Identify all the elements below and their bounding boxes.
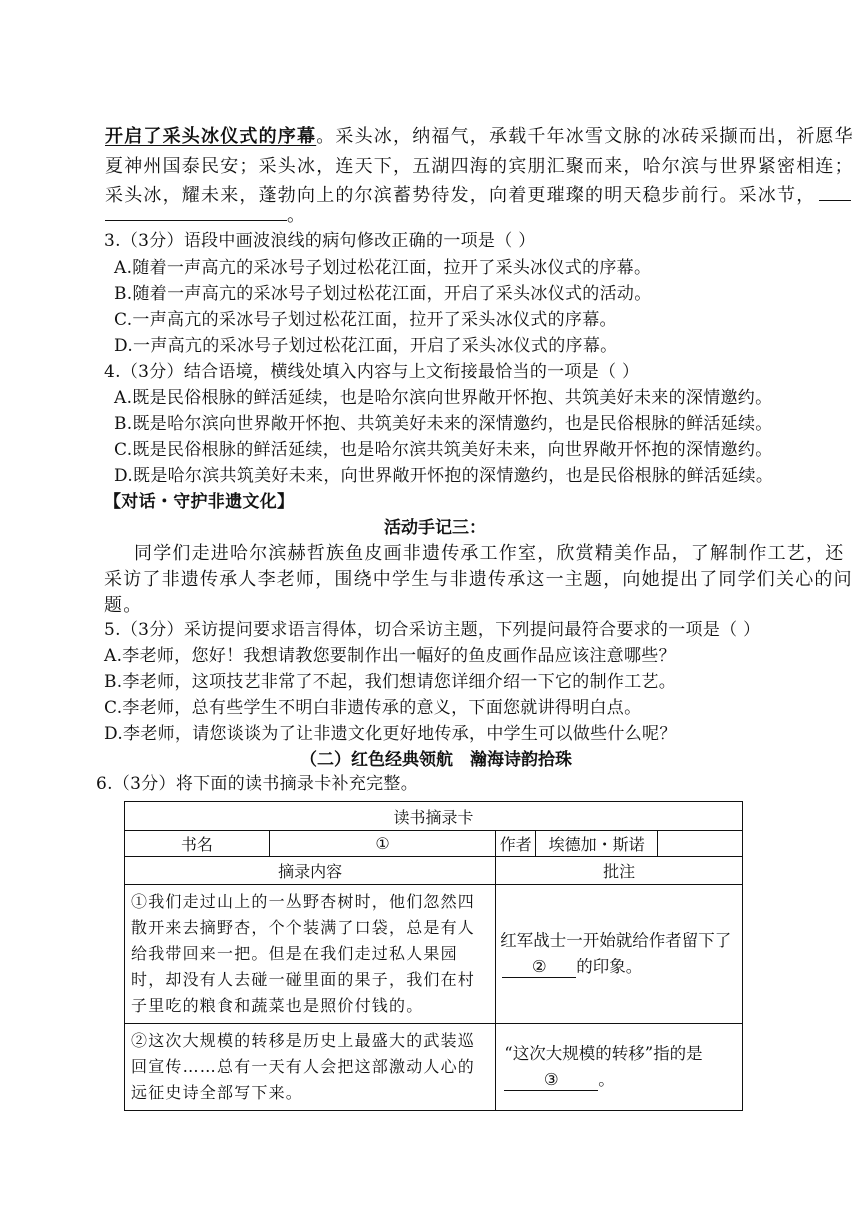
fill-blank bbox=[105, 204, 287, 221]
question-5-option-d[interactable]: D.李老师，请您谈谈为了让非遗文化更好地传承，中学生可以做些什么呢？ bbox=[104, 724, 677, 744]
activity-text-line-2: 采访了非遗传承人李老师，围绕中学生与非遗传承这一主题，向她提出了同学们关心的问 bbox=[104, 569, 853, 590]
question-4-option-c[interactable]: C.既是民俗根脉的鲜活延续，也是哈尔滨共筑美好未来，向世界敞开怀抱的深情邀约。 bbox=[114, 440, 773, 460]
note-header: 批注 bbox=[496, 857, 743, 885]
question-6-stem: 6.（3分）将下面的读书摘录卡补充完整。 bbox=[96, 774, 419, 794]
question-3-option-c[interactable]: C.一声高亢的采冰号子划过松花江面，拉开了采头冰仪式的序幕。 bbox=[114, 310, 617, 330]
passage-text: 。采头冰，纳福气，承载千年冰雪文脉的冰砖采撷而出，祈愿华 bbox=[316, 126, 854, 147]
question-3-stem: 3.（3分）语段中画波浪线的病句修改正确的一项是（ ） bbox=[104, 231, 536, 251]
activity-text-line-1: 同学们走进哈尔滨赫哲族鱼皮画非遗传承工作室，欣赏精美作品，了解制作工艺，还 bbox=[134, 543, 845, 564]
question-4-option-a[interactable]: A.既是民俗根脉的鲜活延续，也是哈尔滨向世界敞开怀抱、共筑美好未来的深情邀约。 bbox=[114, 388, 773, 408]
card-title: 读书摘录卡 bbox=[125, 802, 743, 831]
author-label: 作者 bbox=[496, 831, 536, 857]
question-4-stem: 4.（3分）结合语境，横线处填入内容与上文衔接最恰当的一项是（ ） bbox=[104, 362, 640, 382]
book-name-label: 书名 bbox=[125, 831, 270, 857]
section-heading-two: （二）红色经典领航 瀚海诗韵拾珠 bbox=[300, 750, 572, 770]
passage-underlined-text: 开启了采头冰仪式的序幕 bbox=[105, 126, 317, 147]
question-5-option-a[interactable]: A.李老师，您好！我想请教您要制作出一幅好的鱼皮画作品应该注意哪些？ bbox=[104, 646, 676, 666]
note-2-answer-line bbox=[500, 1067, 738, 1093]
question-4-option-b[interactable]: B.既是哈尔滨向世界敞开怀抱、共筑美好未来的深情邀约，也是民俗根脉的鲜活延续。 bbox=[114, 414, 773, 434]
excerpt-header: 摘录内容 bbox=[125, 857, 496, 885]
excerpt-1: ①我们走过山上的一丛野杏树时，他们忽然四散开来去摘野杏，个个装满了口袋，总是有人给我带回来一把。但是在我们走过私人果园时，却没有人去碰一碰里面的果子，我们在村子里吃的粮食和蔬菜也是照价付钱的。 bbox=[125, 885, 496, 1024]
note-1-suffix: 的印象。 bbox=[576, 957, 643, 976]
note-1 bbox=[496, 885, 743, 1024]
excerpt-2: ②这次大规模的转移是历史上最盛大的武装巡回宣传……总有一天有人会把这部激动人心的远征史诗全部写下来。 bbox=[125, 1024, 496, 1111]
answer-blank-2[interactable]: ② bbox=[502, 957, 576, 978]
question-4-option-d[interactable]: D.既是哈尔滨共筑美好未来，向世界敞开怀抱的深情邀约，也是民俗根脉的鲜活延续。 bbox=[114, 466, 774, 486]
author-value: 埃德加・斯诺 bbox=[536, 831, 658, 857]
question-5-option-b[interactable]: B.李老师，这项技艺非常了不起，我们想请您详细介绍一下它的制作工艺。 bbox=[104, 672, 677, 692]
activity-text-line-3: 题。 bbox=[104, 595, 143, 616]
book-name-blank[interactable]: ① bbox=[269, 831, 496, 857]
passage-text: 采头冰，耀未来，蓬勃向上的尔滨蓄势待发，向着更璀璨的明天稳步前行。采冰节， bbox=[105, 185, 816, 206]
question-3-option-d[interactable]: D.一声高亢的采冰号子划过松花江面，开启了采头冰仪式的序幕。 bbox=[114, 336, 618, 356]
note-2-suffix: 。 bbox=[598, 1070, 615, 1089]
note-2 bbox=[496, 1024, 743, 1111]
passage-line-4 bbox=[105, 204, 306, 228]
empty-cell bbox=[658, 831, 743, 857]
passage-line-1 bbox=[105, 125, 854, 149]
answer-blank-3[interactable]: ③ bbox=[504, 1070, 598, 1091]
passage-text: 。 bbox=[287, 205, 307, 226]
question-3-option-a[interactable]: A.随着一声高亢的采冰号子划过松花江面，拉开了采头冰仪式的序幕。 bbox=[114, 258, 652, 278]
question-5-stem: 5.（3分）采访提问要求语言得体，切合采访主题，下列提问最符合要求的一项是（ ） bbox=[104, 620, 761, 640]
passage-line-2: 夏神州国泰民安；采头冰，连天下，五湖四海的宾朋汇聚而来，哈尔滨与世界紧密相连； bbox=[105, 156, 854, 177]
note-1-text: 红军战士一开始就给作者留下了 bbox=[500, 931, 732, 950]
note-2-text: “这次大规模的转移”指的是 bbox=[504, 1044, 703, 1063]
reading-excerpt-card bbox=[124, 801, 743, 1111]
activity-title: 活动手记三： bbox=[384, 518, 486, 538]
question-5-option-c[interactable]: C.李老师，总有些学生不明白非遗传承的意义，下面您就讲得明白点。 bbox=[104, 698, 642, 718]
section-heading-dialogue: 【对话・守护非遗文化】 bbox=[104, 492, 295, 512]
fill-blank bbox=[819, 184, 851, 201]
note-1-answer-line bbox=[500, 954, 738, 980]
question-3-option-b[interactable]: B.随着一声高亢的采冰号子划过松花江面，开启了采头冰仪式的活动。 bbox=[114, 284, 652, 304]
